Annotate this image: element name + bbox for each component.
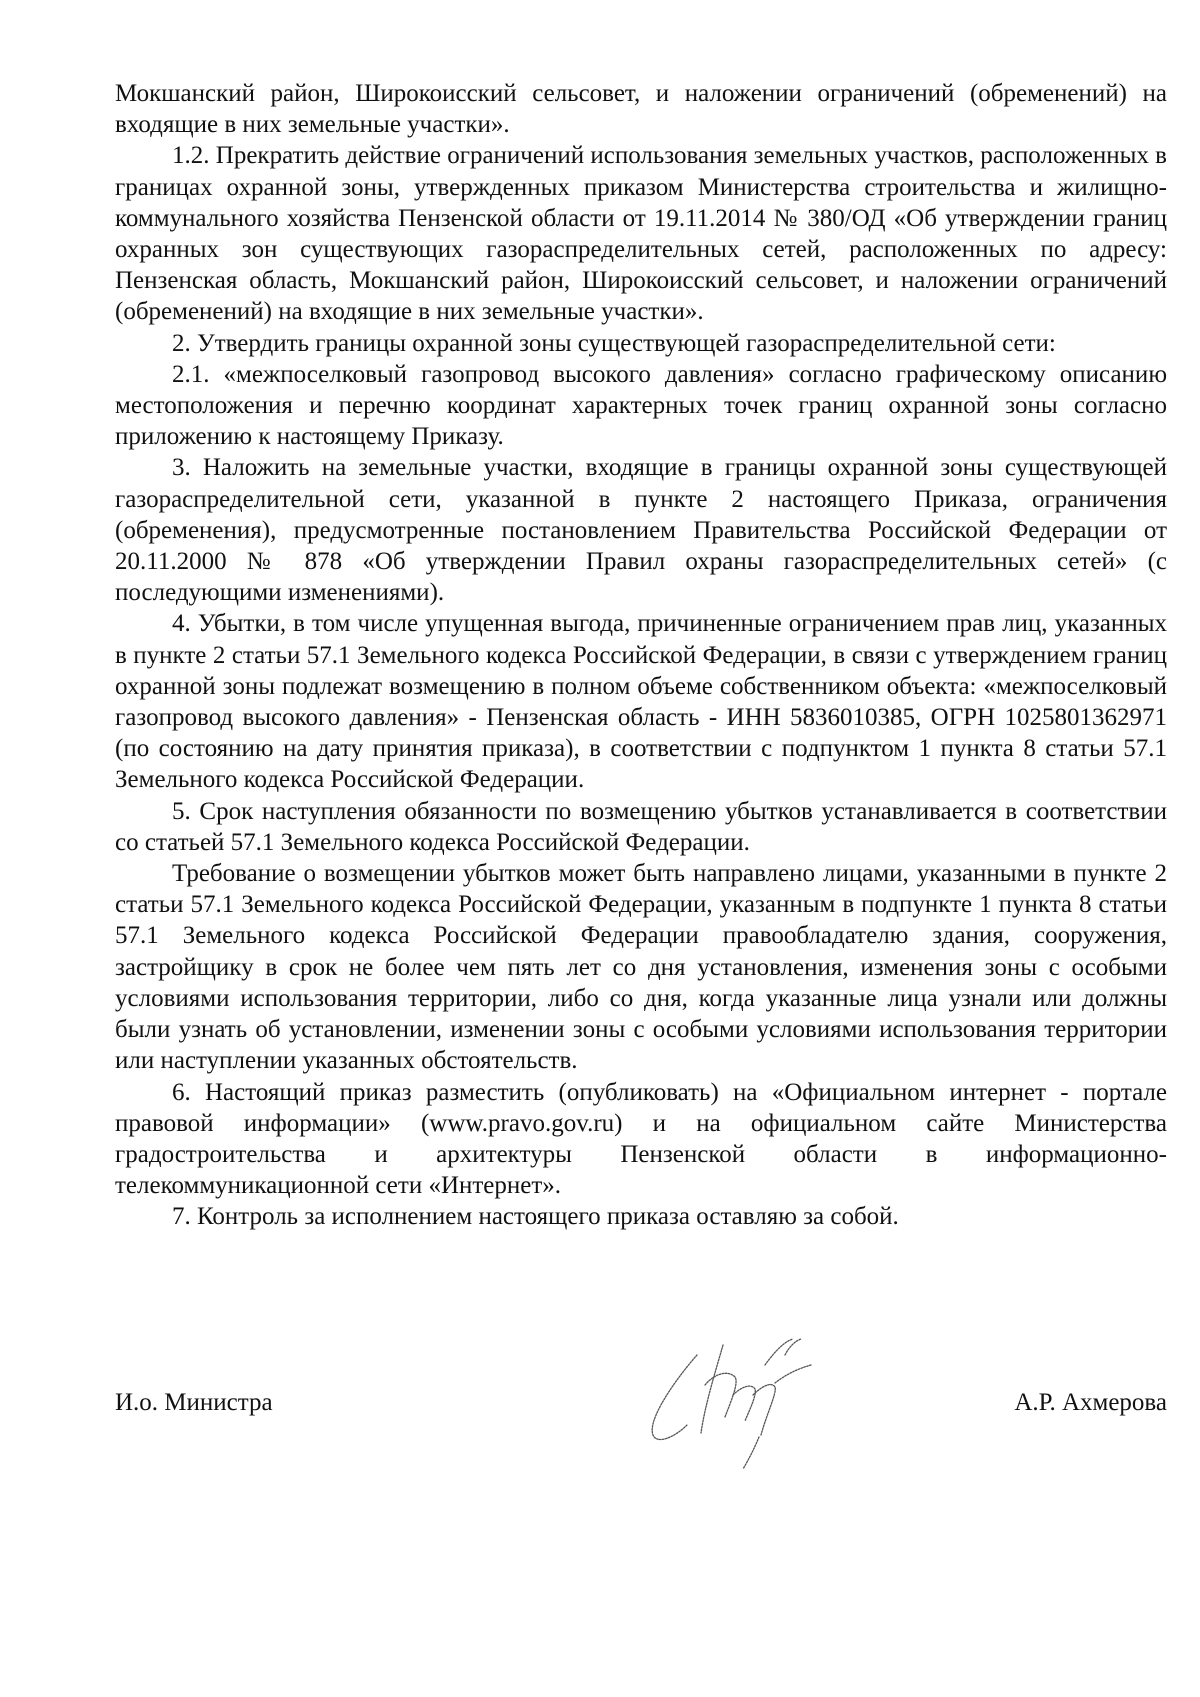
paragraph-intro-continuation: Мокшанский район, Широкоисский сельсовет, и наложении ограничений (обременений) на входящие в них земельные участки». xyxy=(115,80,1167,139)
paragraph-item-6: 6. Настоящий приказ разместить (опубликовать) на «Официальном интернет - портале правовой информации» (www.pravo.gov.ru) и на официальном сайте Министерства градостроительства и архитектуры Пензенской области в информационно-телекоммуникационной сети «Интернет». xyxy=(115,1078,1167,1200)
document-body xyxy=(115,78,1167,1233)
signature-block xyxy=(115,1365,1167,1495)
paragraph-item-2-1: 2.1. «межпоселковый газопровод высокого давления» согласно графическому описанию местоположения и перечню координат характерных точек границ охранной зоны согласно приложению к настоящему Приказу. xyxy=(115,360,1167,451)
paragraph-item-5-claim: Требование о возмещении убытков может быть направлено лицами, указанными в пункте 2 статьи 57.1 Земельного кодекса Российской Федерации, указанным в подпункте 1 пункта 8 статьи 57.1 Земельного кодекса Российской Федерации правообладателю здания, сооружения, застройщику в срок не более чем пять лет со дня установления, изменения зоны с особыми условиями использования территории, либо со дня, когда указанные лица узнали или должны были узнать об установлении, изменении зоны с особыми условиями использования территории или наступлении указанных обстоятельств. xyxy=(115,860,1167,1075)
paragraph-item-3: 3. Наложить на земельные участки, входящие в границы охранной зоны существующей газораспределительной сети, указанной в пункте 2 настоящего Приказа, ограничения (обременения), предусмотренные постановлением Правительства Российской Федерации от 20.11.2000 № 878 «Об утверждении Правил охраны газораспределительных сетей» (с последующими изменениями). xyxy=(115,454,1167,607)
signer-position: И.о. Министра xyxy=(115,1389,273,1416)
signer-name: А.Р. Ахмерова xyxy=(1014,1389,1167,1416)
paragraph-item-5: 5. Срок наступления обязанности по возмещению убытков устанавливается в соответствии со статьей 57.1 Земельного кодекса Российской Федерации. xyxy=(115,797,1167,856)
paragraph-item-1-2: 1.2. Прекратить действие ограничений использования земельных участков, расположенных в границах охранной зоны, утвержденных приказом Министерства строительства и жилищно-коммунального хозяйства Пензенской области от 19.11.2014 № 380/ОД «Об утверждении границ охранных зон существующих газораспределительных сетей, расположенных по адресу: Пензенская область, Мокшанский район, Широкоисский сельсовет, и наложении ограничений (обременений) на входящие в них земельные участки». xyxy=(115,142,1167,326)
paragraph-item-4: 4. Убытки, в том числе упущенная выгода, причиненные ограничением прав лиц, указанных в пункте 2 статьи 57.1 Земельного кодекса Российской Федерации, в связи с утверждением границ охранной зоны подлежат возмещению в полном объеме собственником объекта: «межпоселковый газопровод высокого давления» - Пензенская область - ИНН 5836010385, ОГРН 1025801362971 (по состоянию на дату принятия приказа), в соответствии с подпунктом 1 пункта 8 статьи 57.1 Земельного кодекса Российской Федерации. xyxy=(115,610,1167,794)
paragraph-item-2: 2. Утвердить границы охранной зоны существующей газораспределительной сети: xyxy=(172,329,1056,357)
paragraph-item-7: 7. Контроль за исполнением настоящего приказа оставляю за собой. xyxy=(172,1203,899,1231)
handwritten-signature-icon xyxy=(635,1325,835,1475)
